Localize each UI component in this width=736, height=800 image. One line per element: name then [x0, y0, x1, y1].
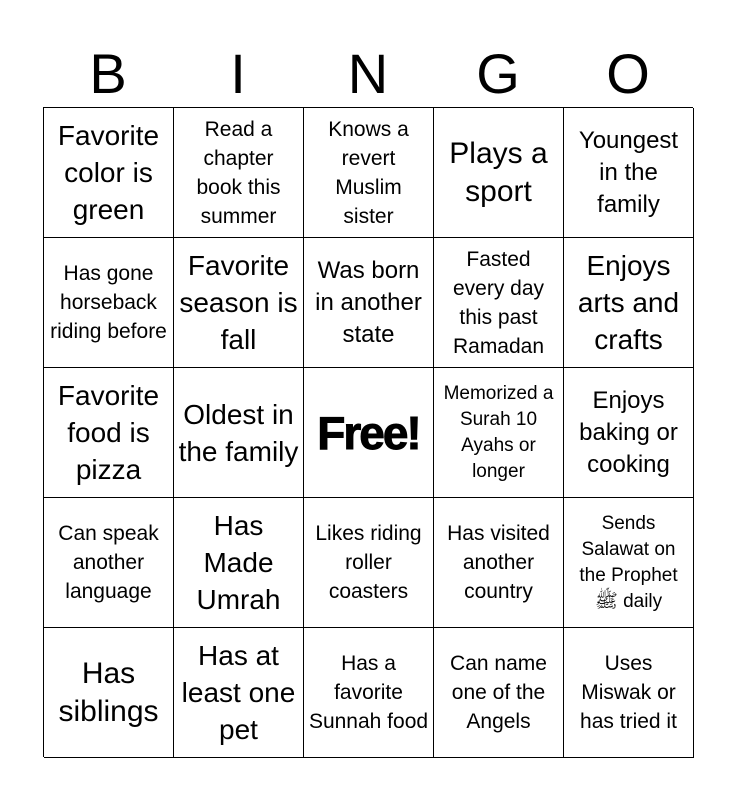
cell-text: Can speak another language	[58, 522, 159, 603]
bingo-cell[interactable]	[174, 628, 304, 758]
bingo-cell[interactable]	[44, 628, 174, 758]
free-space-label: Free!	[317, 406, 420, 459]
header-letter-i: I	[230, 42, 246, 105]
cell-text: Enjoys baking or cooking	[579, 386, 678, 478]
bingo-cell[interactable]	[304, 628, 434, 758]
cell-text: Has at least one pet	[181, 640, 296, 745]
cell-text: Memorized a Surah 10 Ayahs or longer	[443, 382, 554, 482]
cell-text: Can name one of the Angels	[450, 652, 547, 733]
bingo-cell[interactable]	[434, 368, 564, 498]
bingo-cell[interactable]	[304, 238, 434, 368]
cell-text: Has visited another country	[447, 522, 550, 603]
bingo-cell[interactable]	[564, 628, 694, 758]
bingo-cell[interactable]	[564, 368, 694, 498]
bingo-cell[interactable]	[434, 238, 564, 368]
cell-text: Has a favorite Sunnah food	[308, 652, 429, 733]
bingo-cell[interactable]	[564, 238, 694, 368]
bingo-cell[interactable]	[174, 368, 304, 498]
bingo-card-grid	[43, 107, 693, 757]
cell-text: Has siblings	[58, 656, 159, 728]
bingo-cell[interactable]	[44, 108, 174, 238]
bingo-cell[interactable]	[304, 108, 434, 238]
bingo-cell[interactable]	[434, 108, 564, 238]
cell-text: Uses Miswak or has tried it	[580, 652, 677, 733]
cell-text: Has Made Umrah	[196, 510, 281, 615]
header-letter-g: G	[476, 42, 520, 105]
cell-text: Has gone horseback riding before	[50, 262, 167, 343]
bingo-cell[interactable]	[174, 108, 304, 238]
header-letter-n: N	[347, 42, 389, 105]
header-letter-o: O	[606, 42, 650, 105]
bingo-cell[interactable]	[304, 498, 434, 628]
free-space-cell[interactable]	[304, 368, 434, 498]
cell-text: Was born in another state	[315, 256, 422, 348]
cell-text: Favorite season is fall	[179, 250, 298, 355]
bingo-header	[43, 40, 693, 108]
header-letter-b: B	[89, 42, 127, 105]
cell-text: Favorite color is green	[57, 120, 160, 225]
cell-text: Plays a sport	[449, 136, 548, 208]
cell-text: Favorite food is pizza	[57, 380, 160, 485]
cell-text: Youngest in the family	[578, 126, 679, 218]
cell-text: Sends Salawat on the Prophet ﷺ daily	[579, 512, 678, 612]
cell-text: Fasted every day this past Ramadan	[452, 247, 545, 358]
cell-text: Oldest in the family	[178, 398, 299, 467]
bingo-cell[interactable]	[44, 238, 174, 368]
bingo-cell[interactable]	[434, 628, 564, 758]
bingo-cell[interactable]	[564, 498, 694, 628]
cell-text: Likes riding roller coasters	[315, 522, 422, 603]
cell-text: Enjoys arts and crafts	[577, 250, 680, 355]
bingo-cell[interactable]	[434, 498, 564, 628]
cell-text: Knows a revert Muslim sister	[328, 117, 409, 228]
bingo-cell[interactable]	[174, 238, 304, 368]
cell-text: Read a chapter book this summer	[196, 117, 281, 228]
bingo-cell[interactable]	[44, 498, 174, 628]
bingo-cell[interactable]	[564, 108, 694, 238]
bingo-cell[interactable]	[174, 498, 304, 628]
bingo-cell[interactable]	[44, 368, 174, 498]
